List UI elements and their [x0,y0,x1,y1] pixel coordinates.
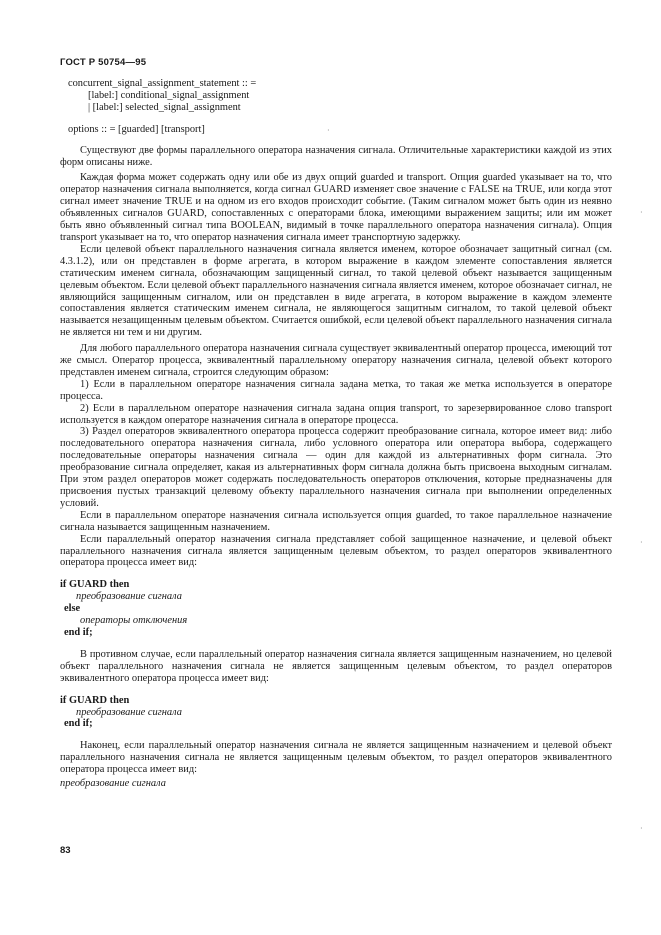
paragraph-6: 2) Если в параллельном операторе назначения сигнала задана опция transport, то зарезервированное слово transport используется в каждом операторе назначения сигнала в операторе процесса. [60,402,612,426]
options-line: options :: = [guarded] [transport] [68,123,205,135]
scan-mark: · [640,824,643,833]
code2-line-3: end if; [64,718,93,730]
grammar-line-2: [label:] conditional_signal_assignment [88,89,250,101]
scan-mark: · [640,208,643,217]
code-block-2 [60,695,612,731]
paragraph-11: Наконец, если параллельный оператор назначения сигнала не является защищенным назначением и целевой объект параллельного назначения сигнала не является защищенным целевым объектом, то раздел операторов эквивалентного оператора процесса имеет вид: [60,740,612,776]
code1-line-5: end if; [64,626,93,638]
page-number: 83 [60,845,71,856]
scan-mark: · [327,126,330,135]
grammar-block [68,78,612,114]
paragraph-4: Для любого параллельного оператора назначения сигнала существует эквивалентный оператор процесса, имеющий тот же смысл. Оператор процесса, эквивалентный параллельному оператору назначения сигнала, целевой объект которого представлен именем сигнала, строится следующим образом: [60,343,612,378]
grammar-line-1: concurrent_signal_assignment_statement :: = [68,78,257,89]
paragraph-9: Если параллельный оператор назначения сигнала представляет собой защищенное назначение, и целевой объект параллельного назначения сигнала является защищенным целевым объектом, то раздел операторов эквивалентного оператора процесса имеет вид: [60,533,612,569]
paragraph-3: Если целевой объект параллельного назначения сигнала является именем, которое обозначает защитный сигнал (см. 4.3.1.2), или он представлен в форме агрегата, в котором выражение в каждом элементе сопоставления является статическим именем сигнала, обозначающим защищенный сигнал, то такой целевой объект называется защищенным целевым объектом. Если целевой объект параллельного назначения сигнала является именем, которое обозначает сигнал, не являющийся защищенным сигналом, или он представлен в виде агрегата, в котором выражение в каждом элементе сопоставления является статическим именем сигнала, не являющегося защитным сигналом, то такой целевой объект называется незащищенным целевым объектом. Считается ошибкой, если целевой объект параллельного назначения сигнала не является ни тем и ни другим. [60,243,612,339]
code-block-1 [60,579,612,639]
scan-mark: · [640,538,643,547]
code1-line-1: if GUARD then [60,579,130,591]
code2-line-2: преобразование сигнала [76,706,182,718]
paragraph-7: 3) Раздел операторов эквивалентного оператора процесса содержит преобразование сигнала, которое имеет вид: либо последовательного оператора назначения сигнала, либо условного оператора или оператора выбора, содержащего последовательные операторы назначения сигнала — один для каждой из альтернативных форм сигнала. Это преобразование сигнала определяет, какая из альтернативных форм сигнала должна быть присвоена выходным сигналам. При этом раздел операторов может содержать последовательность операторов отключения, которые предназначены для присвоения пустых транзакций целевому объекту параллельного назначения сигнала при выполнении определенных условий. [60,426,612,509]
page-header: ГОСТ Р 50754—95 [60,57,147,68]
paragraph-10: В противном случае, если параллельный оператор назначения сигнала является защищенным назначением, но целевой объект параллельного назначения сигнала не является защищенным целевым объектом, то раздел операторов эквивалентного оператора процесса имеет вид: [60,648,612,684]
final-code-line: преобразование сигнала [60,778,166,790]
paragraph-1: Существуют две формы параллельного оператора назначения сигнала. Отличительные характеристики каждой из этих форм описаны ниже. [60,144,612,168]
paragraph-5: 1) Если в параллельном операторе назначения сигнала задана метка, то такая же метка используется в операторе процесса. [60,378,612,402]
code1-line-3: else [64,603,81,615]
code2-line-1: if GUARD then [60,694,130,706]
paragraph-2: Каждая форма может содержать одну или обе из двух опций guarded и transport. Опция guarded указывает на то, что оператор назначения сигнала выполняется, когда сигнал GUARD изменяет свое значение с FALSE на TRUE, или когда этот сигнал имеет значение TRUE и на одном из его входов происходит событие. (Таким сигналом может быть один из неявно объявленных сигналов GUARD, сопоставленных с операторами блока, имеющими выражением защиты; или им может быть явно объявленный сигнал типа BOOLEAN, видимый в точке параллельного оператора назначения сигнала). Опция transport указывает на то, что оператор назначения сигнала имеет транспортную задержку. [60,172,612,243]
code1-line-2: преобразование сигнала [76,591,182,603]
document-body [60,78,612,790]
paragraph-8: Если в параллельном операторе назначения сигнала используется опция guarded, то такое параллельное назначение сигнала называется защищенным назначением. [60,509,612,533]
grammar-line-3: | [label:] selected_signal_assignment [88,101,241,113]
code1-line-4: операторы отключения [80,615,188,627]
